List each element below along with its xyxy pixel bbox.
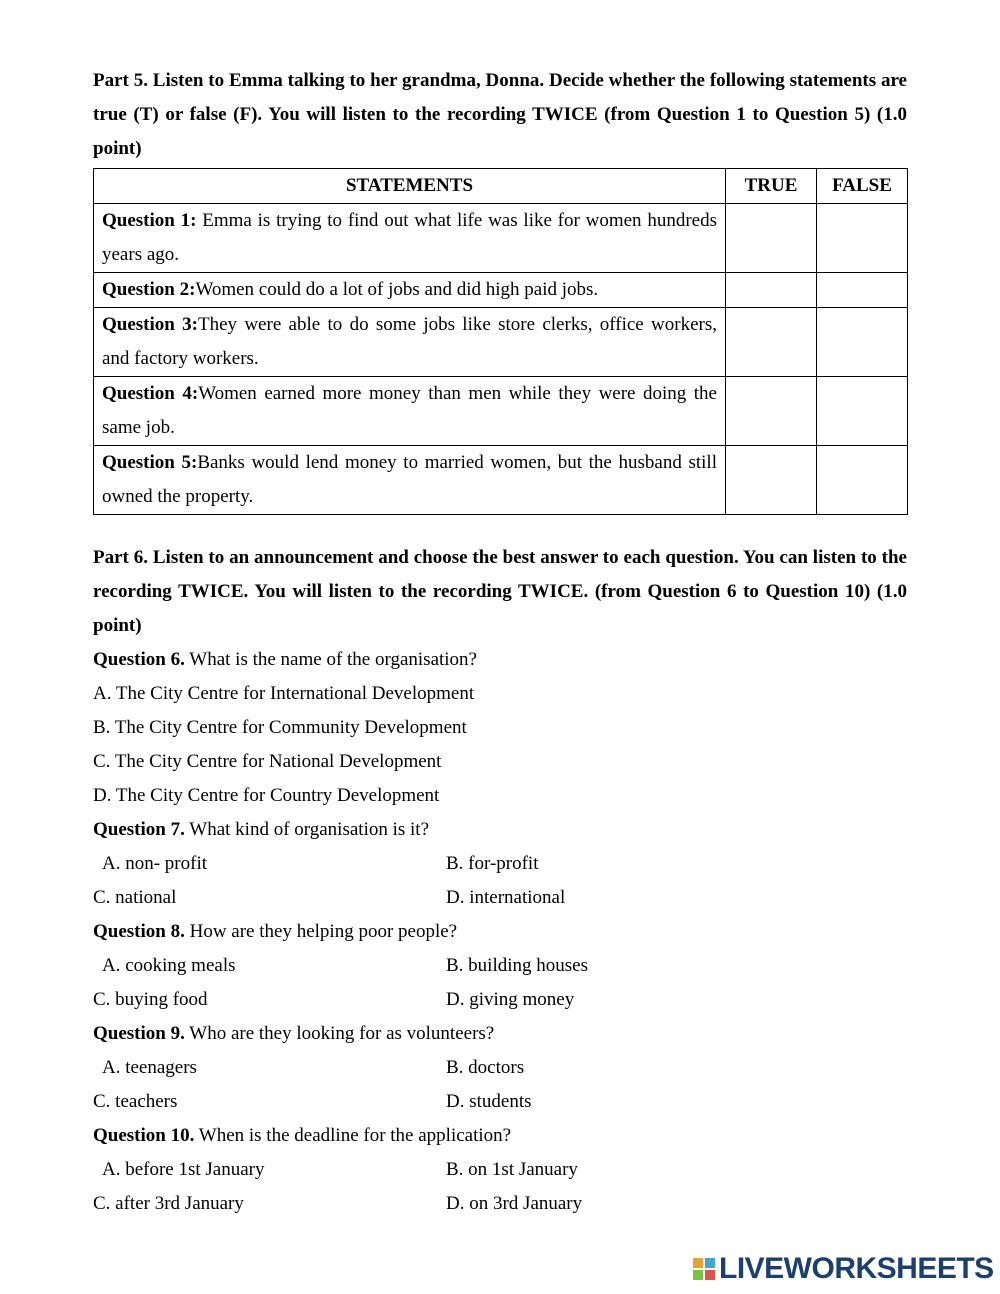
- q7-option-d[interactable]: D. international: [446, 887, 566, 908]
- statement-text: Women earned more money than men while they were doing the same job.: [102, 383, 717, 438]
- false-cell-3[interactable]: [817, 308, 908, 377]
- true-cell-3[interactable]: [726, 308, 817, 377]
- question-6: [93, 643, 907, 677]
- table-row: [94, 377, 908, 446]
- question-text: When is the deadline for the application?: [194, 1125, 512, 1146]
- q9-option-d[interactable]: D. students: [446, 1091, 532, 1112]
- worksheet-page: [93, 64, 907, 1221]
- logo-mark-square: [693, 1258, 703, 1268]
- header-statements: STATEMENTS: [94, 169, 726, 204]
- question-8: [93, 915, 907, 949]
- q10-option-a[interactable]: A. before 1st January: [102, 1159, 265, 1180]
- q8-options-row-2: [93, 983, 907, 1017]
- statement-2: [94, 273, 726, 308]
- false-cell-2[interactable]: [817, 273, 908, 308]
- question-7: [93, 813, 907, 847]
- statement-4: [94, 377, 726, 446]
- header-false: FALSE: [817, 169, 908, 204]
- false-cell-1[interactable]: [817, 204, 908, 273]
- q7-option-c[interactable]: C. national: [93, 887, 177, 908]
- q7-options-row-2: [93, 881, 907, 915]
- q9-options-row-1: [93, 1051, 907, 1085]
- question-label: Question 8.: [93, 921, 185, 942]
- statement-text: Emma is trying to find out what life was like for women hundreds years ago.: [102, 210, 717, 265]
- statement-3: [94, 308, 726, 377]
- question-text: What kind of organisation is it?: [184, 819, 430, 840]
- q8-options-row-1: [93, 949, 907, 983]
- logo-text: LIVEWORKSHEETS: [719, 1252, 994, 1285]
- q10-option-b[interactable]: B. on 1st January: [446, 1159, 578, 1180]
- part6-heading-text: Part 6. Listen to an announcement and choose the best answer to each question. You can listen to the recording TWICE. You will listen to the recording TWICE. (from Question 6 to Question 10) (1.0 point): [93, 547, 907, 636]
- q10-option-c[interactable]: C. after 3rd January: [93, 1193, 244, 1214]
- question-label: Question 10.: [93, 1125, 195, 1146]
- q8-option-b[interactable]: B. building houses: [446, 955, 588, 976]
- q8-option-a[interactable]: A. cooking meals: [102, 955, 236, 976]
- q9-options-row-2: [93, 1085, 907, 1119]
- false-cell-4[interactable]: [817, 377, 908, 446]
- q7-option-a[interactable]: A. non- profit: [102, 853, 208, 874]
- part6-heading: [93, 541, 907, 643]
- q9-option-c[interactable]: C. teachers: [93, 1091, 178, 1112]
- question-10: [93, 1119, 907, 1153]
- table-row: [94, 308, 908, 377]
- false-cell-5[interactable]: [817, 446, 908, 515]
- part6-section: [93, 541, 907, 1221]
- q6-option-b[interactable]: B. The City Centre for Community Development: [93, 717, 467, 738]
- part5-heading: [93, 64, 907, 166]
- statement-label: Question 1:: [102, 210, 197, 231]
- q9-option-a[interactable]: A. teenagers: [102, 1057, 197, 1078]
- q6-option-c[interactable]: C. The City Centre for National Development: [93, 751, 442, 772]
- q10-options-row-2: [93, 1187, 907, 1221]
- statement-text: They were able to do some jobs like store clerks, office workers, and factory workers.: [102, 314, 717, 369]
- question-text: How are they helping poor people?: [184, 921, 458, 942]
- table-row: [94, 204, 908, 273]
- q8-option-c[interactable]: C. buying food: [93, 989, 208, 1010]
- table-header-row: [94, 169, 908, 204]
- q10-option-d[interactable]: D. on 3rd January: [446, 1193, 583, 1214]
- q10-options-row-1: [93, 1153, 907, 1187]
- logo-mark-square: [705, 1258, 715, 1268]
- question-label: Question 6.: [93, 649, 185, 670]
- q7-options-row-1: [93, 847, 907, 881]
- statement-text: Women could do a lot of jobs and did high paid jobs.: [195, 279, 599, 300]
- statement-label: Question 5:: [102, 452, 198, 473]
- part5-heading-text: Part 5. Listen to Emma talking to her grandma, Donna. Decide whether the following statements are true (T) or false (F). You will listen to the recording TWICE (from Question 1 to Question 5) (1.0 point): [93, 70, 907, 159]
- statement-label: Question 2:: [102, 279, 196, 300]
- statement-label: Question 4:: [102, 383, 199, 404]
- table-row: [94, 273, 908, 308]
- liveworksheets-logo: [693, 1252, 994, 1286]
- question-label: Question 7.: [93, 819, 185, 840]
- true-cell-2[interactable]: [726, 273, 817, 308]
- liveworksheets-logo-icon: [693, 1258, 715, 1280]
- q6-option-a[interactable]: A. The City Centre for International Development: [93, 683, 475, 704]
- header-true: TRUE: [726, 169, 817, 204]
- statement-text: Banks would lend money to married women, but the husband still owned the property.: [102, 452, 717, 507]
- question-text: What is the name of the organisation?: [184, 649, 477, 670]
- true-cell-5[interactable]: [726, 446, 817, 515]
- true-cell-1[interactable]: [726, 204, 817, 273]
- true-cell-4[interactable]: [726, 377, 817, 446]
- logo-mark-square: [693, 1270, 703, 1280]
- q6-option-d[interactable]: D. The City Centre for Country Development: [93, 785, 440, 806]
- question-text: Who are they looking for as volunteers?: [184, 1023, 495, 1044]
- table-row: [94, 446, 908, 515]
- q9-option-b[interactable]: B. doctors: [446, 1057, 525, 1078]
- question-9: [93, 1017, 907, 1051]
- question-label: Question 9.: [93, 1023, 185, 1044]
- statements-table: [93, 168, 908, 515]
- q7-option-b[interactable]: B. for-profit: [446, 853, 539, 874]
- statement-label: Question 3:: [102, 314, 198, 335]
- statement-1: [94, 204, 726, 273]
- q8-option-d[interactable]: D. giving money: [446, 989, 575, 1010]
- statement-5: [94, 446, 726, 515]
- logo-mark-square: [705, 1270, 715, 1280]
